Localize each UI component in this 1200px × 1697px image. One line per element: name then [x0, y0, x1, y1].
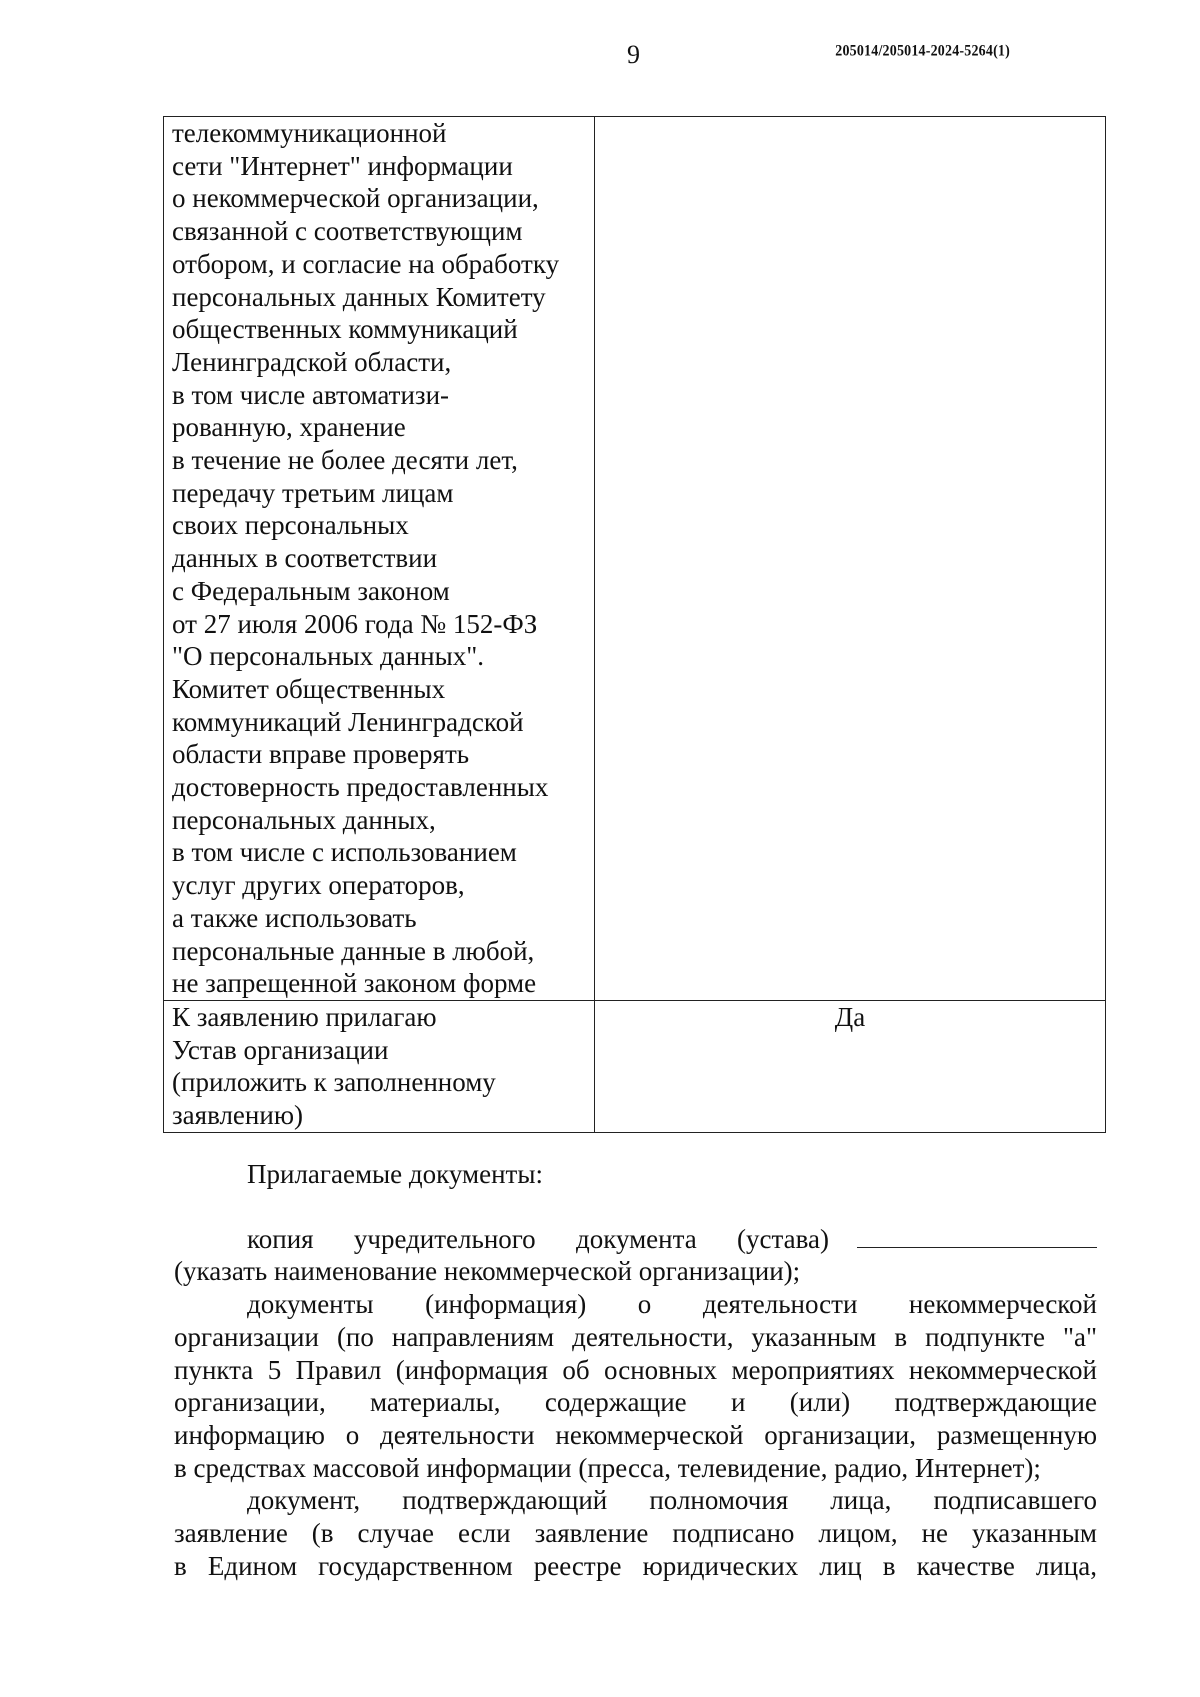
word: копия — [247, 1223, 314, 1254]
cell-line: "О персональных данных". — [172, 641, 485, 672]
table-cell-attachment-text — [164, 1000, 595, 1132]
table-row — [164, 1000, 1106, 1132]
cell-line: в том числе с использованием — [172, 837, 517, 868]
paragraph-line: заявление (в случае если заявление подписано лицом, не указанным — [174, 1518, 1097, 1549]
page-number: 9 — [627, 40, 640, 69]
cell-line: не запрещенной законом форме — [172, 968, 537, 999]
cell-line: с Федеральным законом — [172, 575, 450, 606]
cell-line: коммуникаций Ленинградской — [172, 706, 524, 737]
cell-line: заявлению) — [172, 1100, 303, 1131]
table-row — [164, 117, 1106, 1001]
document-item-authority — [174, 1484, 1097, 1582]
cell-line: своих персональных — [172, 510, 409, 541]
cell-line: Комитет общественных — [172, 673, 446, 704]
word: учредительного — [353, 1223, 536, 1254]
paragraph-line: (указать наименование некоммерческой организации); — [174, 1256, 801, 1287]
cell-line: передачу третьим лицам — [172, 477, 454, 508]
application-form-table — [163, 116, 1106, 1133]
cell-line: рованную, хранение — [172, 412, 406, 443]
cell-line: от 27 июля 2006 года № 152-ФЗ — [172, 608, 538, 639]
word: документа — [575, 1223, 697, 1254]
charter-words — [247, 1223, 829, 1256]
charter-first-line — [174, 1223, 1097, 1256]
word: (устава) — [737, 1223, 829, 1254]
paragraph-line: информацию о деятельности некоммерческой организации, размещенную — [174, 1419, 1097, 1450]
cell-line: Ленинградской области, — [172, 346, 452, 377]
paragraph-line: организации, материалы, содержащие и (или) подтверждающие — [174, 1387, 1097, 1418]
cell-line: в течение не более десяти лет, — [172, 445, 518, 476]
cell-line: о некоммерческой организации, — [172, 183, 539, 214]
paragraph-line: в средствах массовой информации (пресса, телевидение, радио, Интернет); — [174, 1452, 1041, 1483]
organization-name-blank-field — [857, 1225, 1097, 1248]
table-cell-consent-text — [164, 117, 595, 1001]
table-cell-consent-answer — [595, 117, 1106, 1001]
paragraph-line: в Едином государственном реестре юридических лиц в качестве лица, — [174, 1550, 1097, 1581]
cell-line: Устав организации — [172, 1034, 389, 1065]
paragraph-line: документ, подтверждающий полномочия лица, подписавшего — [247, 1485, 1097, 1516]
cell-line: связанной с соответствующим — [172, 216, 523, 247]
cell-line: а также использовать — [172, 902, 417, 933]
cell-line: персональных данных Комитету — [172, 281, 546, 312]
paragraph-line: организации (по направлениям деятельности, указанным в подпункте "а" — [174, 1321, 1097, 1352]
paragraph-line: документы (информация) о деятельности некоммерческой — [247, 1289, 1097, 1320]
cell-line: достоверность предоставленных — [172, 772, 549, 803]
cell-line: данных в соответствии — [172, 543, 438, 574]
cell-line: отбором, и согласие на обработку — [172, 248, 560, 279]
cell-line: телекоммуникационной — [172, 118, 447, 148]
cell-line: в том числе автоматизи- — [172, 379, 450, 410]
cell-line: К заявлению прилагаю — [172, 1001, 437, 1032]
cell-line: персональных данных, — [172, 804, 436, 835]
cell-line: общественных коммуникаций — [172, 314, 518, 345]
document-id: 205014/205014-2024-5264(1) — [835, 42, 1010, 61]
document-item-charter — [174, 1223, 1097, 1288]
document-item-activity-info — [174, 1288, 1097, 1484]
cell-line: персональные данные в любой, — [172, 935, 535, 966]
section-heading: Прилагаемые документы: — [247, 1159, 543, 1189]
table-cell-attachment-answer: Да — [595, 1000, 1106, 1132]
attached-documents-section — [174, 1158, 1097, 1582]
cell-line: (приложить к заполненному — [172, 1067, 496, 1098]
cell-line: области вправе проверять — [172, 739, 470, 770]
cell-line: сети "Интернет" информации — [172, 150, 513, 181]
paragraph-line: пункта 5 Правил (информация об основных мероприятиях некоммерческой — [174, 1354, 1097, 1385]
cell-line: услуг других операторов, — [172, 870, 465, 901]
